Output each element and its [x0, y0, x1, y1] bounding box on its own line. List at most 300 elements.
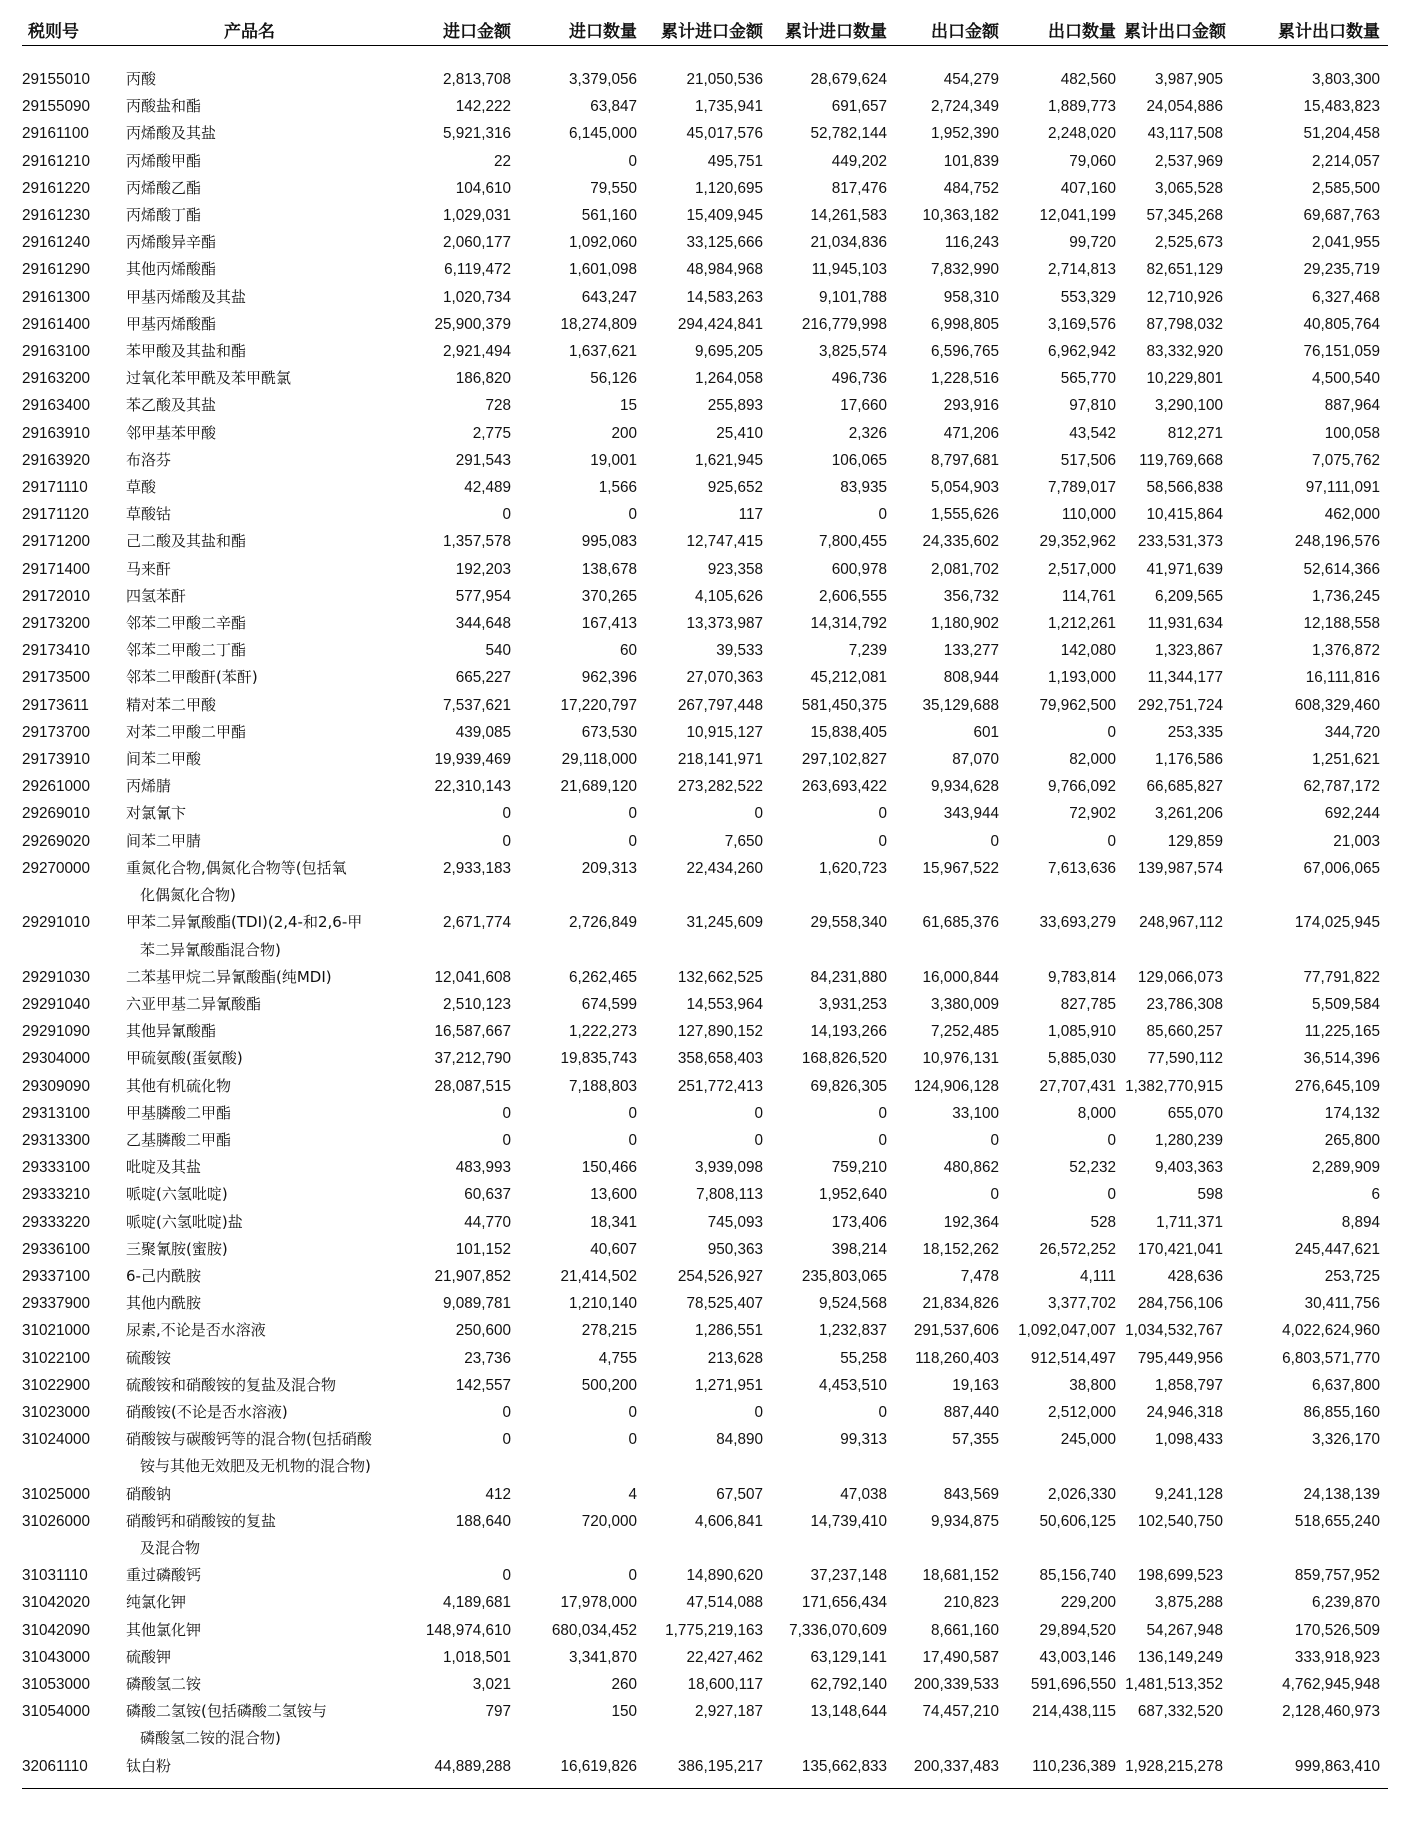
cumulative-export-quantity-cell: 76,151,059 — [1303, 343, 1380, 361]
cumulative-import-amount-cell: 4,606,841 — [694, 1512, 763, 1530]
import-amount-cell: 540 — [485, 642, 511, 660]
cumulative-export-amount-cell: 1,034,532,767 — [1125, 1322, 1223, 1340]
product-name-text: 其他氯化钾 — [126, 1620, 202, 1639]
export-amount-cell: 8,797,681 — [930, 451, 999, 469]
import-quantity-cell: 2,726,849 — [568, 914, 637, 932]
cumulative-import-amount-cell: 1,120,695 — [694, 179, 763, 197]
import-amount-cell: 19,939,469 — [434, 751, 511, 769]
import-quantity-cell: 1,222,273 — [568, 1023, 637, 1041]
import-quantity-cell: 167,413 — [581, 615, 637, 633]
cumulative-import-amount-cell: 745,093 — [707, 1213, 763, 1231]
table-row — [22, 800, 1388, 827]
product-name-cell — [114, 365, 393, 392]
cumulative-import-amount-cell: 18,600,117 — [687, 1675, 763, 1693]
cumulative-import-amount-cell: 12,747,415 — [686, 533, 763, 551]
product-name-cell — [114, 311, 393, 338]
cumulative-export-amount-cell: 2,537,969 — [1154, 152, 1223, 170]
export-quantity-cell: 517,506 — [1060, 451, 1116, 469]
export-quantity-cell: 4,111 — [1079, 1267, 1116, 1285]
product-name-text: 硝酸钙和硝酸铵的复盐 — [126, 1511, 277, 1530]
cumulative-export-quantity-cell: 6,637,800 — [1311, 1376, 1380, 1394]
tariff-code-cell: 29291090 — [22, 1023, 91, 1041]
table-row — [22, 1399, 1388, 1426]
export-quantity-cell: 407,160 — [1060, 179, 1116, 197]
product-name-text: 对苯二甲酸二甲酯 — [126, 722, 247, 741]
tariff-code-cell: 29172010 — [22, 587, 91, 605]
import-amount-cell: 1,357,578 — [442, 533, 511, 551]
product-name-text: 草酸 — [126, 478, 157, 497]
table-row — [22, 1263, 1388, 1290]
cumulative-export-amount-cell: 41,971,639 — [1146, 560, 1223, 578]
export-quantity-cell: 0 — [1107, 723, 1116, 741]
cumulative-import-quantity-cell: 37,237,148 — [810, 1567, 887, 1585]
import-quantity-cell: 4,755 — [598, 1349, 637, 1367]
export-amount-cell: 33,100 — [952, 1104, 999, 1122]
cumulative-export-amount-cell: 83,332,920 — [1146, 343, 1223, 361]
import-amount-cell: 291,543 — [455, 451, 511, 469]
import-amount-cell: 0 — [502, 506, 511, 524]
cumulative-import-quantity-cell: 2,606,555 — [818, 587, 887, 605]
export-amount-cell: 200,339,533 — [913, 1675, 999, 1693]
cumulative-import-amount-cell: 132,662,525 — [677, 968, 763, 986]
export-amount-cell: 291,537,606 — [913, 1322, 999, 1340]
cumulative-import-amount-cell: 1,775,219,163 — [665, 1621, 763, 1639]
cumulative-import-amount-cell: 273,282,522 — [677, 778, 763, 796]
import-quantity-cell: 1,566 — [598, 479, 637, 497]
cumulative-export-amount-cell: 248,967,112 — [1139, 914, 1223, 932]
import-quantity-cell: 29,118,000 — [561, 751, 637, 769]
product-name-text: 甲基丙烯酸酯 — [126, 314, 217, 333]
export-quantity-cell: 114,761 — [1061, 587, 1116, 605]
cumulative-export-quantity-cell: 1,376,872 — [1311, 642, 1380, 660]
table-row — [22, 855, 1388, 909]
export-amount-cell: 192,364 — [943, 1213, 999, 1231]
tariff-code-cell: 29155010 — [22, 71, 91, 88]
cumulative-export-quantity-cell: 6,327,468 — [1311, 288, 1380, 306]
export-quantity-cell: 43,003,146 — [1039, 1648, 1116, 1666]
table-row — [22, 1018, 1388, 1045]
cumulative-import-amount-cell: 13,373,987 — [686, 615, 763, 633]
cumulative-export-quantity-cell: 887,964 — [1324, 397, 1380, 415]
cumulative-import-quantity-cell: 4,453,510 — [818, 1376, 887, 1394]
table-row — [22, 284, 1388, 311]
cumulative-export-amount-cell: 58,566,838 — [1146, 479, 1223, 497]
export-quantity-cell: 1,889,773 — [1047, 98, 1116, 116]
product-name-cell — [114, 828, 393, 855]
cumulative-export-quantity-cell: 1,736,245 — [1311, 587, 1380, 605]
import-amount-cell: 0 — [502, 1567, 511, 1585]
cumulative-import-amount-cell: 67,507 — [716, 1485, 763, 1503]
export-amount-cell: 18,681,152 — [922, 1567, 999, 1585]
table-row — [22, 1345, 1388, 1372]
product-name-text: 硫酸钾 — [126, 1647, 172, 1666]
export-amount-cell: 1,228,516 — [930, 370, 999, 388]
cumulative-import-quantity-cell: 52,782,144 — [810, 125, 887, 143]
tariff-code-cell: 29161210 — [22, 152, 91, 170]
product-name-text: 过氧化苯甲酰及苯甲酰氯 — [126, 369, 292, 388]
export-quantity-cell: 8,000 — [1077, 1104, 1116, 1122]
export-quantity-cell: 1,085,910 — [1047, 1023, 1116, 1041]
tariff-code-cell: 29163920 — [22, 451, 91, 469]
table-row — [22, 202, 1388, 229]
import-quantity-cell: 0 — [628, 1131, 637, 1149]
cumulative-import-amount-cell: 10,915,127 — [686, 723, 763, 741]
cumulative-import-quantity-cell: 45,212,081 — [810, 669, 887, 687]
export-amount-cell: 19,163 — [952, 1376, 999, 1394]
import-quantity-cell: 1,637,621 — [568, 343, 637, 361]
tariff-code-cell: 29163100 — [22, 343, 91, 361]
tariff-code-cell: 29291040 — [22, 995, 91, 1013]
table-row — [22, 637, 1388, 664]
export-amount-cell: 1,180,902 — [930, 615, 999, 633]
cumulative-export-amount-cell: 9,241,128 — [1154, 1485, 1223, 1503]
export-amount-cell: 958,310 — [943, 288, 999, 306]
cumulative-import-quantity-cell: 0 — [878, 832, 887, 850]
cumulative-import-amount-cell: 2,927,187 — [694, 1703, 763, 1721]
table-row — [22, 1508, 1388, 1562]
cumulative-import-amount-cell: 0 — [754, 805, 763, 823]
export-amount-cell: 7,252,485 — [930, 1023, 999, 1041]
export-amount-cell: 124,906,128 — [913, 1077, 999, 1095]
export-quantity-cell: 79,060 — [1069, 152, 1116, 170]
tariff-code-cell: 29270000 — [22, 859, 91, 877]
product-name-cell — [114, 1671, 393, 1698]
export-amount-cell: 5,054,903 — [930, 479, 999, 497]
export-quantity-cell: 110,000 — [1061, 506, 1116, 524]
cumulative-import-amount-cell: 15,409,945 — [686, 207, 763, 225]
import-amount-cell: 28,087,515 — [434, 1077, 511, 1095]
cumulative-export-amount-cell: 1,858,797 — [1154, 1376, 1223, 1394]
cumulative-import-quantity-cell: 263,693,422 — [801, 778, 887, 796]
product-name-text: 草酸钴 — [126, 505, 172, 524]
table-row — [22, 773, 1388, 800]
table-row — [22, 1209, 1388, 1236]
import-amount-cell: 4,189,681 — [442, 1594, 511, 1612]
cumulative-import-amount-cell: 358,658,403 — [677, 1050, 763, 1068]
tariff-code-cell: 29161300 — [22, 288, 91, 306]
cumulative-export-quantity-cell: 4,022,624,960 — [1282, 1322, 1380, 1340]
cumulative-export-amount-cell: 233,531,373 — [1137, 533, 1223, 551]
import-amount-cell: 0 — [502, 1104, 511, 1122]
cumulative-import-quantity-cell: 3,825,574 — [818, 343, 887, 361]
table-row — [22, 1562, 1388, 1589]
table-row — [22, 1154, 1388, 1181]
import-quantity-cell: 962,396 — [581, 669, 637, 687]
export-amount-cell: 87,070 — [952, 751, 999, 769]
cumulative-import-quantity-cell: 17,660 — [840, 397, 887, 415]
tariff-code-cell: 31053000 — [22, 1675, 91, 1693]
product-name-text: 尿素,不论是否水溶液 — [126, 1321, 266, 1340]
product-name-text: 重过磷酸钙 — [126, 1566, 202, 1585]
import-amount-cell: 22 — [493, 152, 511, 170]
cumulative-import-amount-cell: 45,017,576 — [686, 125, 763, 143]
export-quantity-cell: 0 — [1107, 832, 1116, 850]
cumulative-export-quantity-cell: 30,411,756 — [1304, 1295, 1380, 1313]
cumulative-import-amount-cell: 254,526,927 — [677, 1267, 763, 1285]
product-name-cell — [114, 1589, 393, 1616]
export-quantity-cell: 142,080 — [1060, 642, 1116, 660]
cumulative-export-amount-cell: 24,946,318 — [1146, 1403, 1223, 1421]
import-amount-cell: 0 — [502, 805, 511, 823]
import-amount-cell: 2,921,494 — [442, 343, 511, 361]
cumulative-import-quantity-cell: 7,239 — [848, 642, 887, 660]
import-amount-cell: 142,557 — [455, 1376, 511, 1394]
product-name-text: 6-己内酰胺 — [126, 1266, 201, 1285]
cumulative-export-quantity-cell: 2,214,057 — [1311, 152, 1380, 170]
cumulative-export-amount-cell: 119,769,668 — [1139, 451, 1223, 469]
product-name-text: 丙烯酸甲酯 — [126, 151, 202, 170]
export-amount-cell: 7,478 — [960, 1267, 999, 1285]
import-amount-cell: 7,537,621 — [442, 696, 511, 714]
import-amount-cell: 60,637 — [464, 1186, 511, 1204]
cumulative-export-quantity-cell: 4,762,945,948 — [1282, 1675, 1380, 1693]
import-quantity-cell: 643,247 — [581, 288, 637, 306]
export-amount-cell: 17,490,587 — [922, 1648, 999, 1666]
table-row — [22, 1045, 1388, 1072]
product-name-text: 甲基丙烯酸及其盐 — [126, 287, 247, 306]
table-row — [22, 528, 1388, 555]
cumulative-import-quantity-cell: 173,406 — [831, 1213, 887, 1231]
import-quantity-cell: 674,599 — [581, 995, 637, 1013]
export-quantity-cell: 79,962,500 — [1039, 696, 1116, 714]
product-name-cell — [114, 229, 393, 256]
cumulative-import-quantity-cell: 1,952,640 — [818, 1186, 887, 1204]
cumulative-export-amount-cell: 2,525,673 — [1154, 234, 1223, 252]
product-name-continuation: 及混合物 — [140, 1538, 201, 1557]
table-row — [22, 1698, 1388, 1752]
product-name-text: 哌啶(六氢吡啶) — [126, 1185, 228, 1204]
cumulative-import-amount-cell: 1,286,551 — [694, 1322, 763, 1340]
import-quantity-cell: 21,689,120 — [560, 778, 637, 796]
export-quantity-cell: 1,193,000 — [1047, 669, 1116, 687]
cumulative-export-amount-cell: 253,335 — [1167, 723, 1223, 741]
cumulative-import-amount-cell: 925,652 — [707, 479, 763, 497]
cumulative-import-quantity-cell: 235,803,065 — [801, 1267, 887, 1285]
table-row — [22, 1073, 1388, 1100]
export-quantity-cell: 2,714,813 — [1047, 261, 1116, 279]
export-quantity-cell: 85,156,740 — [1039, 1567, 1116, 1585]
cumulative-import-quantity-cell: 83,935 — [840, 479, 887, 497]
cumulative-export-amount-cell: 6,209,565 — [1154, 587, 1223, 605]
export-amount-cell: 118,260,403 — [915, 1349, 999, 1367]
cumulative-export-quantity-cell: 3,803,300 — [1311, 71, 1380, 88]
cumulative-import-amount-cell: 0 — [754, 1131, 763, 1149]
table-row — [22, 148, 1388, 175]
product-name-cell — [114, 1181, 393, 1208]
cumulative-import-quantity-cell: 21,034,836 — [810, 234, 887, 252]
tariff-code-cell: 29304000 — [22, 1050, 91, 1068]
import-quantity-cell: 720,000 — [581, 1512, 637, 1530]
product-name-text: 其他内酰胺 — [126, 1294, 202, 1313]
header-export-amount: 出口金额 — [895, 14, 1007, 46]
import-amount-cell: 2,775 — [472, 424, 511, 442]
cumulative-import-quantity-cell: 691,657 — [831, 98, 887, 116]
export-quantity-cell: 29,894,520 — [1039, 1621, 1116, 1639]
table-row — [22, 501, 1388, 528]
cumulative-export-quantity-cell: 174,132 — [1324, 1104, 1380, 1122]
product-name-cell — [114, 1317, 393, 1344]
tariff-code-cell: 29261000 — [22, 778, 91, 796]
cumulative-export-quantity-cell: 29,235,719 — [1303, 261, 1380, 279]
export-quantity-cell: 33,693,279 — [1039, 914, 1116, 932]
import-quantity-cell: 40,607 — [590, 1240, 637, 1258]
import-amount-cell: 25,900,379 — [434, 315, 511, 333]
tariff-code-cell: 29333100 — [22, 1159, 91, 1177]
import-amount-cell: 0 — [502, 832, 511, 850]
export-quantity-cell: 26,572,252 — [1039, 1240, 1116, 1258]
tariff-code-cell: 31022900 — [22, 1376, 91, 1394]
cumulative-export-amount-cell: 284,756,106 — [1137, 1295, 1223, 1313]
tariff-code-cell: 29161230 — [22, 207, 91, 225]
product-name-cell — [114, 1426, 393, 1480]
table-row — [22, 447, 1388, 474]
cumulative-export-quantity-cell: 40,805,764 — [1303, 315, 1380, 333]
product-name-cell — [114, 556, 393, 583]
import-amount-cell: 412 — [485, 1485, 511, 1503]
import-quantity-cell: 673,530 — [581, 723, 637, 741]
export-quantity-cell: 565,770 — [1060, 370, 1116, 388]
cumulative-export-amount-cell: 10,415,864 — [1146, 506, 1223, 524]
cumulative-export-amount-cell: 82,651,129 — [1146, 261, 1223, 279]
export-quantity-cell: 553,329 — [1060, 288, 1116, 306]
cumulative-export-amount-cell: 139,987,574 — [1137, 859, 1223, 877]
cumulative-export-amount-cell: 9,403,363 — [1154, 1159, 1223, 1177]
table-row — [22, 828, 1388, 855]
cumulative-import-quantity-cell: 759,210 — [831, 1159, 887, 1177]
tariff-code-cell: 31043000 — [22, 1648, 91, 1666]
export-quantity-cell: 0 — [1107, 1186, 1116, 1204]
export-quantity-cell: 72,902 — [1069, 805, 1116, 823]
cumulative-import-amount-cell: 7,808,113 — [696, 1186, 763, 1204]
export-amount-cell: 21,834,826 — [922, 1295, 999, 1313]
export-quantity-cell: 214,438,115 — [1032, 1703, 1116, 1721]
product-name-text: 甲基膦酸二甲酯 — [126, 1103, 232, 1122]
cumulative-export-quantity-cell: 2,289,909 — [1311, 1159, 1380, 1177]
import-quantity-cell: 0 — [628, 832, 637, 850]
export-quantity-cell: 229,200 — [1060, 1594, 1116, 1612]
import-quantity-cell: 3,379,056 — [568, 71, 637, 88]
product-name-text: 邻苯二甲酸二辛酯 — [126, 614, 247, 633]
tariff-code-cell: 29173410 — [22, 642, 91, 660]
product-name-text: 硫酸铵 — [126, 1348, 172, 1367]
import-quantity-cell: 0 — [628, 1567, 637, 1585]
cumulative-export-quantity-cell: 67,006,065 — [1303, 859, 1380, 877]
import-quantity-cell: 680,034,452 — [551, 1621, 637, 1639]
import-amount-cell: 5,921,316 — [442, 125, 511, 143]
header-import-amount: 进口金额 — [393, 14, 519, 46]
cumulative-export-amount-cell: 198,699,523 — [1137, 1567, 1223, 1585]
cumulative-export-amount-cell: 170,421,041 — [1137, 1240, 1223, 1258]
cumulative-export-quantity-cell: 3,326,170 — [1311, 1431, 1380, 1449]
product-name-text: 精对苯二甲酸 — [126, 695, 217, 714]
cumulative-export-amount-cell: 66,685,827 — [1146, 778, 1223, 796]
tariff-code-cell: 29171120 — [22, 506, 89, 524]
table-row — [22, 1589, 1388, 1616]
table-row — [22, 1426, 1388, 1480]
table-row — [22, 420, 1388, 447]
export-amount-cell: 101,839 — [943, 152, 999, 170]
export-quantity-cell: 99,720 — [1069, 234, 1116, 252]
product-name-text: 硫酸铵和硝酸铵的复盐及混合物 — [126, 1375, 337, 1394]
cumulative-import-quantity-cell: 581,450,375 — [801, 696, 887, 714]
tariff-code-cell: 29313300 — [22, 1131, 91, 1149]
export-quantity-cell: 82,000 — [1069, 751, 1116, 769]
export-amount-cell: 6,998,805 — [930, 315, 999, 333]
product-name-cell — [114, 202, 393, 229]
import-quantity-cell: 150 — [611, 1703, 637, 1721]
cumulative-export-amount-cell: 24,054,886 — [1146, 98, 1223, 116]
tariff-code-cell: 29337100 — [22, 1267, 91, 1285]
cumulative-export-quantity-cell: 462,000 — [1324, 506, 1380, 524]
export-amount-cell: 887,440 — [943, 1403, 999, 1421]
product-name-cell — [114, 610, 393, 637]
table-row — [22, 311, 1388, 338]
cumulative-export-amount-cell: 10,229,801 — [1146, 370, 1223, 388]
table-row — [22, 256, 1388, 283]
cumulative-import-quantity-cell: 11,945,103 — [811, 261, 887, 279]
product-name-cell — [114, 1753, 393, 1780]
tariff-code-cell: 29173611 — [22, 696, 89, 714]
cumulative-export-amount-cell: 3,261,206 — [1154, 805, 1223, 823]
product-name-text: 甲硫氨酸(蛋氨酸) — [126, 1049, 243, 1068]
cumulative-import-quantity-cell: 47,038 — [840, 1485, 887, 1503]
cumulative-import-quantity-cell: 1,232,837 — [818, 1322, 887, 1340]
product-name-text: 纯氯化钾 — [126, 1593, 187, 1612]
cumulative-import-quantity-cell: 14,739,410 — [810, 1512, 887, 1530]
export-quantity-cell: 2,248,020 — [1047, 125, 1116, 143]
table-row — [22, 664, 1388, 691]
cumulative-import-quantity-cell: 216,779,998 — [801, 315, 887, 333]
cumulative-import-quantity-cell: 28,679,624 — [810, 71, 887, 88]
import-quantity-cell: 19,835,743 — [560, 1050, 637, 1068]
cumulative-export-quantity-cell: 5,509,584 — [1311, 995, 1380, 1013]
product-name-cell — [114, 1508, 393, 1562]
export-amount-cell: 293,916 — [943, 397, 999, 415]
import-amount-cell: 1,029,031 — [442, 207, 511, 225]
product-name-cell — [114, 1399, 393, 1426]
cumulative-export-amount-cell: 3,065,528 — [1154, 179, 1223, 197]
cumulative-import-amount-cell: 127,890,152 — [677, 1023, 763, 1041]
cumulative-export-amount-cell: 1,280,239 — [1154, 1131, 1223, 1149]
export-amount-cell: 35,129,688 — [922, 696, 999, 714]
table-row — [22, 474, 1388, 501]
tariff-code-cell: 29291010 — [22, 914, 91, 932]
cumulative-import-quantity-cell: 0 — [878, 805, 887, 823]
import-quantity-cell: 138,678 — [581, 560, 637, 578]
export-quantity-cell: 27,707,431 — [1039, 1077, 1116, 1095]
cumulative-import-quantity-cell: 496,736 — [831, 370, 887, 388]
table-row — [22, 175, 1388, 202]
table-row — [22, 610, 1388, 637]
export-quantity-cell: 591,696,550 — [1030, 1675, 1116, 1693]
import-quantity-cell: 150,466 — [581, 1159, 637, 1177]
import-amount-cell: 104,610 — [455, 179, 511, 197]
cumulative-export-quantity-cell: 170,526,509 — [1294, 1621, 1380, 1639]
product-name-cell — [114, 1018, 393, 1045]
product-name-text: 其他丙烯酸酯 — [126, 260, 217, 279]
table-row — [22, 1181, 1388, 1208]
import-quantity-cell: 63,847 — [590, 98, 637, 116]
import-quantity-cell: 260 — [611, 1675, 637, 1693]
export-amount-cell: 1,952,390 — [930, 125, 999, 143]
cumulative-import-amount-cell: 495,751 — [707, 152, 763, 170]
export-quantity-cell: 1,212,261 — [1047, 615, 1116, 633]
export-amount-cell: 8,661,160 — [930, 1621, 999, 1639]
table-row — [22, 991, 1388, 1018]
product-name-cell — [114, 148, 393, 175]
cumulative-export-quantity-cell: 2,128,460,973 — [1282, 1703, 1380, 1721]
cumulative-import-quantity-cell: 106,065 — [831, 451, 887, 469]
